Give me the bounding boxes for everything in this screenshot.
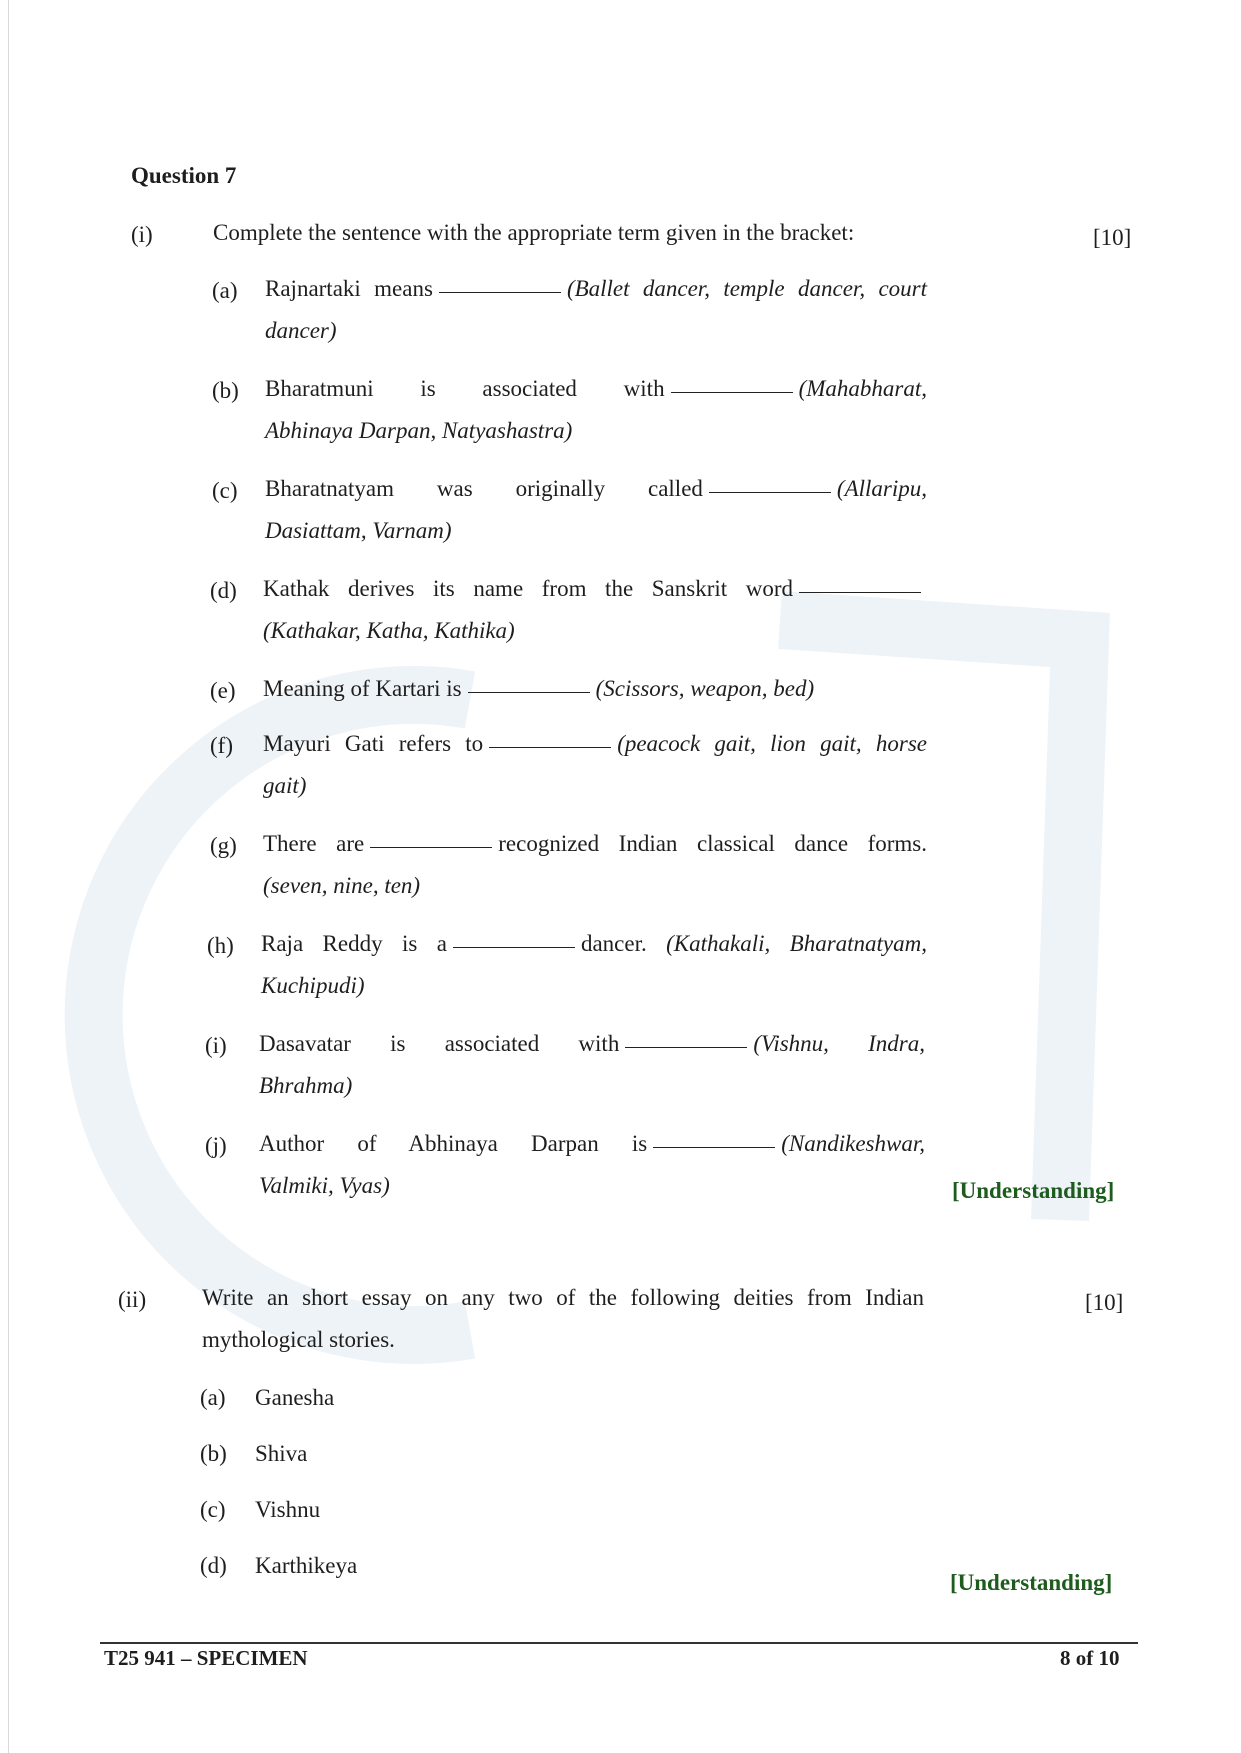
item-f-line2: gait) (263, 773, 307, 798)
part-ii-marks: [10] (1085, 1290, 1124, 1315)
item-d-line2: (Kathakar, Katha, Kathika) (263, 618, 515, 643)
item-e-line1: Meaning of Kartari is (Scissors, weapon, bed) (263, 676, 815, 701)
answer-blank (453, 946, 575, 948)
item-a-line1: Rajnartaki means (Ballet dancer, temple dancer, court (265, 276, 927, 301)
part-ii-prompt-line1: Write an short essay on any two of the following deities from Indian (202, 1285, 924, 1310)
item-c-line1: Bharatnatyam was originally called (Allaripu, (265, 476, 927, 501)
item-c-line2: Dasiattam, Varnam) (265, 518, 452, 543)
answer-blank (709, 491, 831, 493)
item-i-line1: Dasavatar is associated with (Vishnu, Indra, (259, 1031, 925, 1056)
item-b-label: (b) (212, 378, 239, 403)
item-g-label: (g) (210, 833, 237, 858)
answer-blank (653, 1146, 775, 1148)
item-a-line2: dancer) (265, 318, 337, 343)
item-b (265, 368, 927, 452)
item-f-label: (f) (210, 733, 233, 758)
item-d-label: (d) (210, 578, 237, 603)
footer-rule (100, 1642, 1138, 1644)
part-ii-prompt (202, 1277, 924, 1361)
item-h (261, 923, 927, 1007)
answer-blank (370, 846, 492, 848)
item-i-line2: Bhrahma) (259, 1073, 353, 1098)
part-ii-prompt-line2: mythological stories. (202, 1327, 395, 1352)
deity-c: Vishnu (255, 1497, 321, 1522)
item-f (263, 723, 927, 807)
part-ii-understanding-tag: [Understanding] (950, 1570, 1113, 1595)
answer-blank (799, 591, 921, 593)
part-i-prompt: Complete the sentence with the appropriate term given in the bracket: (213, 220, 855, 245)
item-j-line2: Valmiki, Vyas) (259, 1173, 390, 1198)
item-i (259, 1023, 925, 1107)
item-i-label: (i) (205, 1033, 227, 1058)
deity-a-label: (a) (200, 1385, 226, 1410)
footer-code: T25 941 – SPECIMEN (104, 1646, 308, 1670)
item-h-line1: Raja Reddy is a dancer. (Kathakali, Bharatnatyam, (261, 931, 928, 956)
item-a (265, 268, 927, 352)
page-number: 8 of 10 (1060, 1646, 1120, 1670)
answer-blank (468, 691, 590, 693)
item-d-line1: Kathak derives its name from the Sanskrit word (263, 568, 927, 610)
item-f-line1: Mayuri Gati refers to (peacock gait, lion gait, horse (263, 731, 927, 756)
item-j-label: (j) (205, 1133, 227, 1158)
item-a-label: (a) (212, 278, 238, 303)
item-e (263, 668, 927, 710)
item-g-line2: (seven, nine, ten) (263, 873, 421, 898)
part-i-marks: [10] (1093, 225, 1132, 250)
question-title: Question 7 (131, 163, 237, 188)
item-e-label: (e) (210, 678, 236, 703)
item-g-line1: There are recognized Indian classical dance forms. (263, 831, 927, 856)
deity-b: Shiva (255, 1441, 308, 1466)
deity-c-label: (c) (200, 1497, 226, 1522)
item-h-line2: Kuchipudi) (261, 973, 365, 998)
item-b-line2: Abhinaya Darpan, Natyashastra) (265, 418, 573, 443)
answer-blank (439, 291, 561, 293)
item-j (259, 1123, 925, 1207)
item-d (263, 568, 927, 652)
part-i-understanding-tag: [Understanding] (952, 1178, 1115, 1203)
item-h-label: (h) (207, 933, 234, 958)
item-c-label: (c) (212, 478, 238, 503)
answer-blank (625, 1046, 747, 1048)
deity-d: Karthikeya (255, 1553, 358, 1578)
answer-blank (671, 391, 793, 393)
part-ii-label: (ii) (118, 1287, 147, 1312)
item-g (263, 823, 927, 907)
item-c (265, 468, 927, 552)
part-i-label: (i) (131, 222, 153, 247)
deity-b-label: (b) (200, 1441, 227, 1466)
deity-d-label: (d) (200, 1553, 227, 1578)
item-b-line1: Bharatmuni is associated with (Mahabharat, (265, 376, 927, 401)
answer-blank (489, 746, 611, 748)
item-j-line1: Author of Abhinaya Darpan is (Nandikeshwar, (259, 1131, 925, 1156)
deity-a: Ganesha (255, 1385, 335, 1410)
